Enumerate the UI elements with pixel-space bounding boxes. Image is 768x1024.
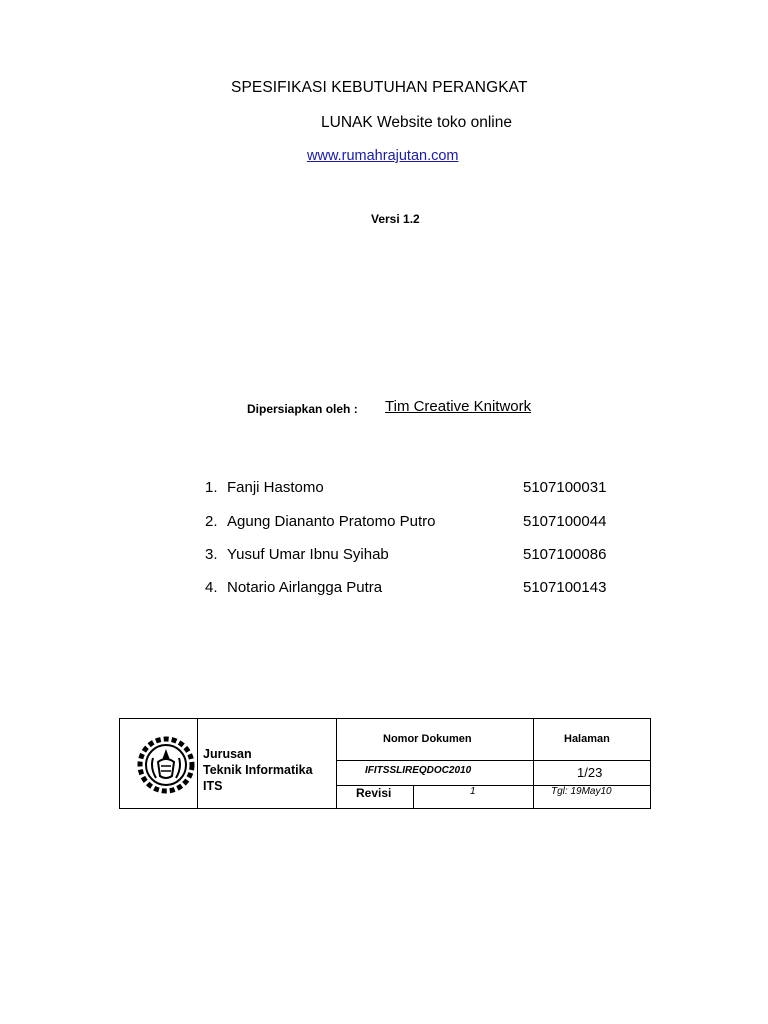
department-name	[203, 746, 313, 794]
member-row	[205, 579, 635, 599]
member-row	[205, 479, 635, 499]
page-header: Halaman	[564, 733, 610, 745]
team-name: Tim Creative Knitwork	[385, 398, 532, 415]
prepared-by-label: Dipersiapkan oleh :	[247, 402, 358, 416]
table-divider	[413, 785, 414, 808]
member-number: 4.	[205, 579, 218, 596]
member-row	[205, 546, 635, 566]
member-nim: 5107100031	[523, 479, 607, 496]
table-divider	[533, 719, 534, 808]
table-divider	[336, 719, 337, 808]
document-number: IFITSSLIREQDOC2010	[365, 765, 472, 776]
member-nim: 5107100044	[523, 513, 607, 530]
member-name: Notario Airlangga Putra	[227, 579, 383, 596]
document-number-header: Nomor Dokumen	[383, 733, 472, 745]
revision-label: Revisi	[356, 786, 392, 800]
version-label: Versi 1.2	[371, 212, 420, 226]
member-nim: 5107100086	[523, 546, 607, 563]
document-title-line1: SPESIFIKASI KEBUTUHAN PERANGKAT	[231, 79, 528, 96]
its-emblem-icon	[137, 736, 195, 794]
member-number: 2.	[205, 513, 218, 530]
member-name: Fanji Hastomo	[227, 479, 324, 496]
table-divider	[197, 719, 198, 808]
document-control-table	[119, 718, 651, 809]
department-line: Teknik Informatika	[203, 763, 313, 777]
department-line: ITS	[203, 779, 223, 793]
department-line: Jurusan	[203, 747, 252, 761]
member-row	[205, 513, 635, 533]
member-nim: 5107100143	[523, 579, 607, 596]
revision-value: 1	[470, 786, 476, 797]
member-number: 1.	[205, 479, 218, 496]
table-divider	[336, 760, 651, 761]
member-name: Yusuf Umar Ibnu Syihab	[227, 546, 389, 563]
website-link[interactable]: www.rumahrajutan.com	[307, 148, 459, 164]
member-name: Agung Diananto Pratomo Putro	[227, 513, 436, 530]
document-title-line2: LUNAK Website toko online	[321, 114, 512, 131]
member-number: 3.	[205, 546, 218, 563]
page-number: 1/23	[577, 765, 603, 780]
document-date: Tgl: 19May10	[551, 786, 612, 797]
